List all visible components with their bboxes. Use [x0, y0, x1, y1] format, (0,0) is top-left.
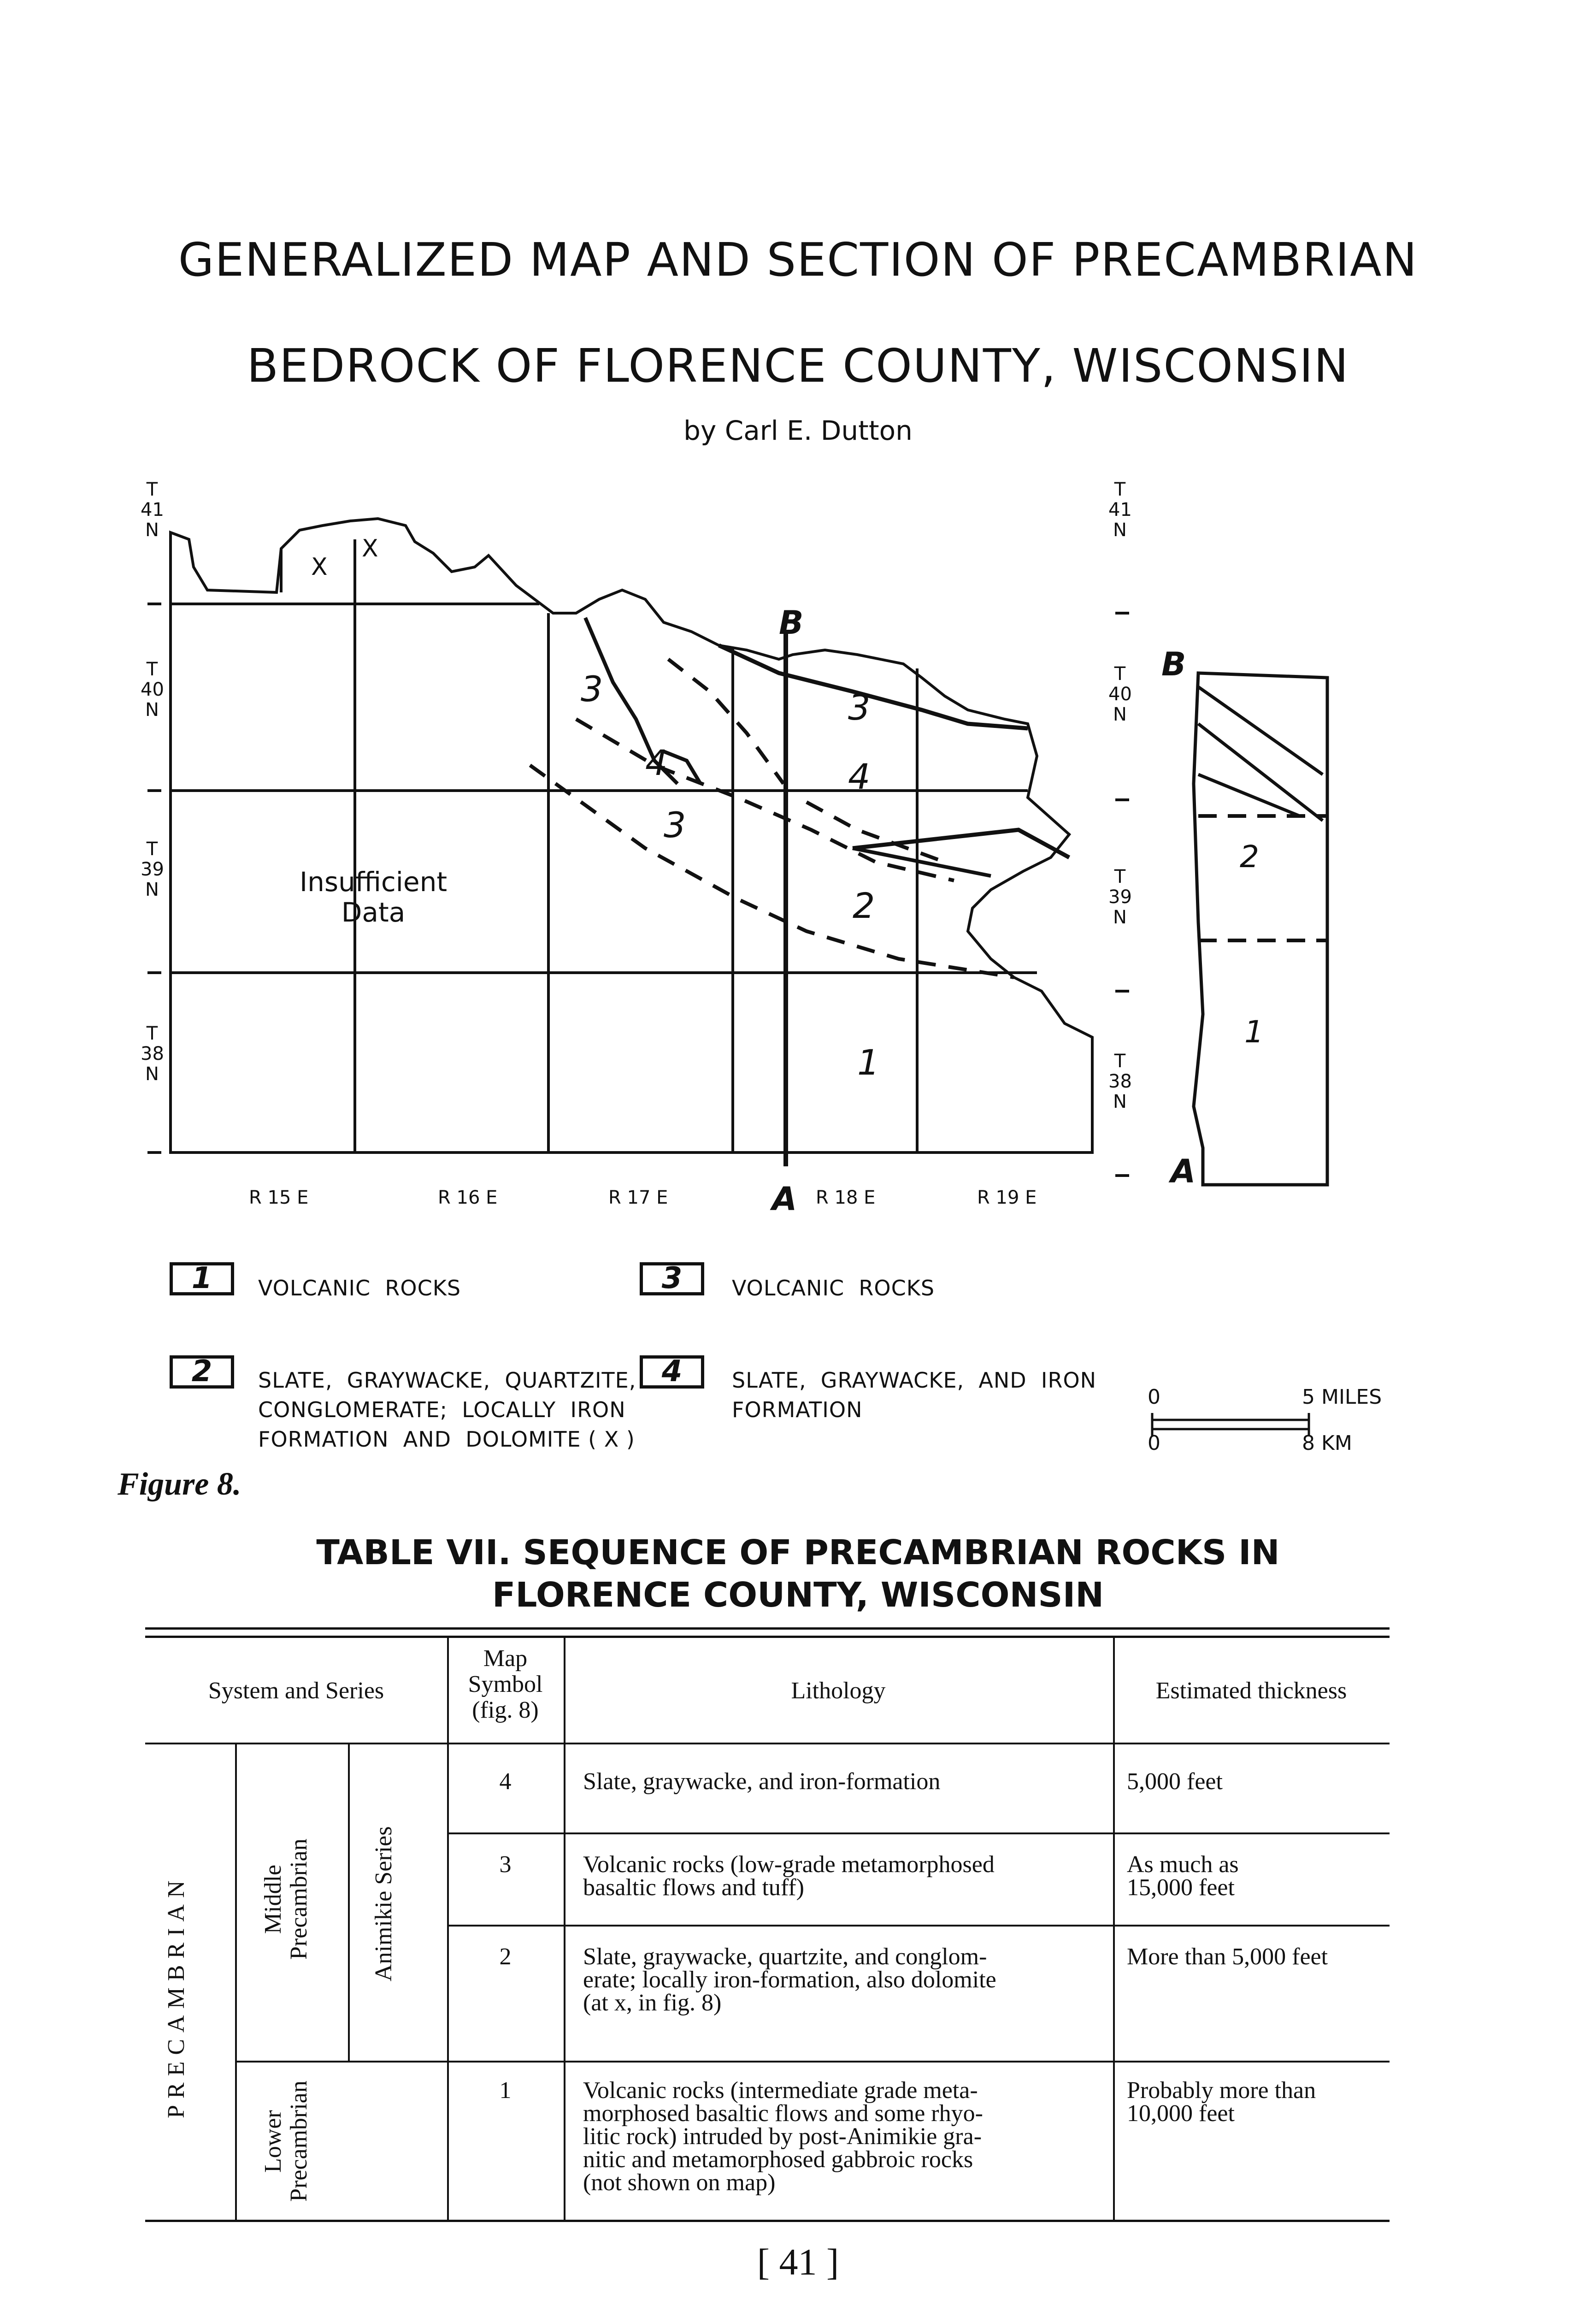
scale-miles-zero: 0 [1148, 1385, 1160, 1409]
map-unit-4: 4 [645, 742, 668, 783]
range-label-r19e: R 19 E [977, 1187, 1037, 1208]
map-title-line2: BEDROCK OF FLORENCE COUNTY, WISCONSIN [247, 339, 1349, 393]
col-divider [564, 1636, 565, 2221]
scale-bar [1143, 1397, 1318, 1452]
row-2-symbol: 2 [499, 1944, 512, 1970]
header-map-symbol: Map Symbol (fig. 8) [468, 1645, 543, 1723]
table-header-rule [145, 1743, 1390, 1744]
row-1-thickness: Probably more than 10,000 feet [1127, 2077, 1316, 2127]
range-label-r15e: R 15 E [249, 1187, 309, 1208]
row-1-symbol: 1 [499, 2077, 512, 2104]
legend-symbol-1: 1 [170, 1262, 234, 1295]
row-2-lithology: Slate, graywacke, quartzite, and conglom- erate; locally iron-formation, also dolomite (at x, in fig. 8) [583, 1944, 996, 2016]
row-3-lithology: Volcanic rocks (low-grade metamorphosed basaltic flows and tuff) [583, 1851, 995, 1901]
section-unit-1: 1 [1244, 1014, 1264, 1050]
geologic-map [0, 461, 1596, 1245]
row-2-thickness: More than 5,000 feet [1127, 1944, 1328, 1970]
map-unit-3: 3 [581, 668, 603, 709]
col-divider [348, 1743, 350, 2061]
figure-caption: Figure 8. [118, 1466, 241, 1502]
map-title-line1: GENERALIZED MAP AND SECTION OF PRECAMBRIAN [178, 233, 1418, 287]
row-rule [447, 1832, 1390, 1834]
row-1-lithology: Volcanic rocks (intermediate grade meta- morphosed basaltic flows and some rhyo- litic rock) intruded by post-Animikie gra- nitic and metamorphosed gabbroic rocks (not shown on map) [583, 2077, 983, 2196]
dolomite-x-mark: X [311, 553, 328, 581]
legend-text-1: VOLCANIC ROCKS [258, 1276, 461, 1300]
legend-text-4: SLATE, GRAYWACKE, AND IRON FORMATION [732, 1368, 1097, 1422]
row-4-symbol: 4 [499, 1768, 512, 1795]
section-b-label: B [779, 604, 804, 642]
map-unit-4: 4 [848, 756, 871, 797]
cross-section-a-label: A [1171, 1152, 1196, 1190]
system-precambrian: PRECAMBRIAN [163, 1874, 189, 2118]
township-label-t38-left: T 38 N [141, 1023, 164, 1085]
scale-miles-label: 5 MILES [1302, 1385, 1382, 1409]
section-a-label: A [772, 1180, 797, 1218]
township-label-t38-right: T 38 N [1108, 1051, 1132, 1112]
cross-section-b-label: B [1161, 645, 1186, 683]
township-label-t39-right: T 39 N [1108, 866, 1132, 928]
map-byline: by Carl E. Dutton [683, 415, 913, 446]
township-label-t40-left: T 40 N [141, 659, 164, 721]
insufficient-data-label: Insufficient Data [300, 866, 448, 928]
map-unit-3: 3 [848, 687, 871, 728]
range-label-r17e: R 17 E [608, 1187, 668, 1208]
table-bottom-rule [145, 2220, 1390, 2222]
page-number: [ 41 ] [757, 2241, 839, 2283]
table-top-rule [145, 1627, 1390, 1630]
table-top-rule [145, 1636, 1390, 1638]
series-animikie: Animikie Series [371, 1826, 397, 1982]
map-unit-1: 1 [857, 1042, 880, 1083]
legend-symbol-3: 3 [640, 1262, 704, 1295]
legend-symbol-4: 4 [640, 1355, 704, 1389]
scale-km-label: 8 KM [1302, 1431, 1352, 1455]
legend-text-3: VOLCANIC ROCKS [732, 1276, 935, 1300]
series-lower-precambrian: Lower Precambrian [260, 2080, 312, 2202]
row-rule [235, 2061, 1390, 2063]
range-label-r16e: R 16 E [438, 1187, 498, 1208]
range-label-r18e: R 18 E [816, 1187, 876, 1208]
header-thickness: Estimated thickness [1155, 1678, 1347, 1704]
table-title-line1: TABLE VII. SEQUENCE OF PRECAMBRIAN ROCKS IN [316, 1533, 1280, 1572]
row-3-thickness: As much as 15,000 feet [1127, 1851, 1239, 1901]
map-unit-2: 2 [853, 885, 875, 926]
col-divider [235, 1743, 237, 2220]
header-system-series: System and Series [208, 1678, 384, 1704]
township-label-t41-left: T 41 N [141, 479, 164, 541]
sequence-table [145, 1627, 1390, 2227]
legend-symbol-2: 2 [170, 1355, 234, 1389]
row-4-lithology: Slate, graywacke, and iron-formation [583, 1768, 941, 1795]
township-label-t39-left: T 39 N [141, 839, 164, 900]
series-middle-precambrian: Middle Precambrian [260, 1838, 312, 1960]
map-unit-3: 3 [664, 804, 686, 845]
col-divider [447, 1636, 449, 2221]
map-drawing [0, 461, 1596, 1245]
row-3-symbol: 3 [499, 1851, 512, 1878]
township-label-t40-right: T 40 N [1108, 663, 1132, 725]
township-label-t41-right: T 41 N [1108, 479, 1132, 541]
col-divider [1113, 1636, 1115, 2221]
row-rule [447, 1925, 1390, 1927]
header-lithology: Lithology [791, 1678, 886, 1704]
dolomite-x-mark: X [362, 535, 378, 562]
row-4-thickness: 5,000 feet [1127, 1768, 1223, 1795]
legend-text-2: SLATE, GRAYWACKE, QUARTZITE, CONGLOMERATE; LOCALLY IRON FORMATION AND DOLOMITE ( X ) [258, 1368, 636, 1452]
scale-km-zero: 0 [1148, 1431, 1160, 1455]
section-unit-2: 2 [1240, 839, 1259, 875]
table-title-line2: FLORENCE COUNTY, WISCONSIN [492, 1575, 1104, 1615]
